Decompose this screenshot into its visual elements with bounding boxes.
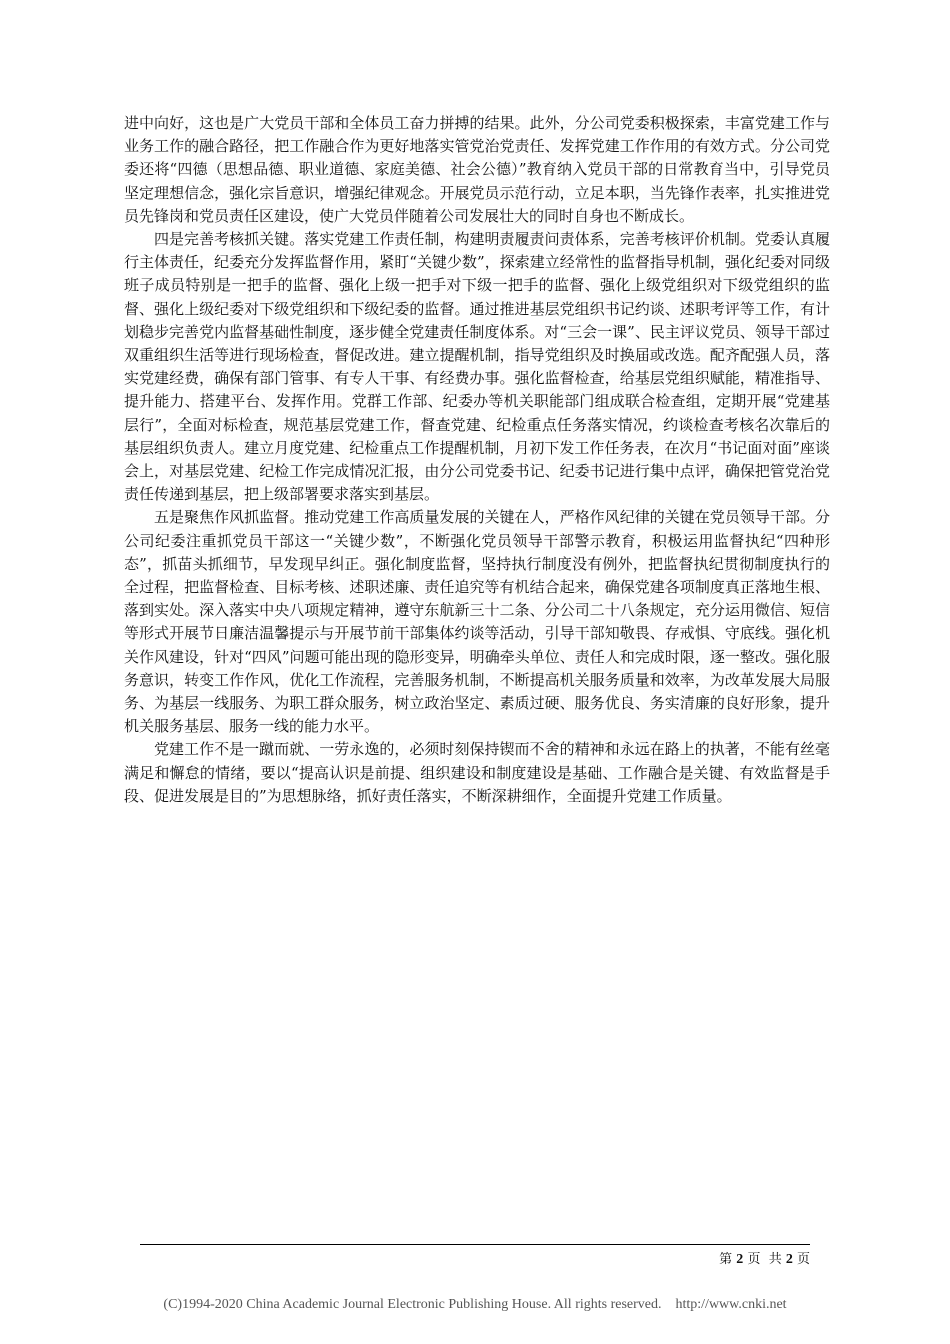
page-suffix: 页 xyxy=(796,1252,810,1267)
body-text xyxy=(124,112,830,808)
footer-divider xyxy=(140,1244,810,1245)
page-prefix: 第 xyxy=(719,1252,733,1267)
copyright-notice: (C)1994-2020 China Academic Journal Electronic Publishing House. All rights reserved. http://www.cnki.net xyxy=(163,1297,787,1312)
paragraph-continuation: 进中向好，这也是广大党员干部和全体员工奋力拼搏的结果。此外，分公司党委积极探索，丰富党建工作与业务工作的融合路径，把工作融合作为更好地落实管党治党责任、发挥党建工作作用的有效方式。分公司党委还将“四德（思想品德、职业道德、家庭美德、社会公德）”教育纳入党员干部的日常教育当中，引导党员坚定理想信念，强化宗旨意识，增强纪律观念。开展党员示范行动，立足本职，当先锋作表率，扎实推进党员先锋岗和党员责任区建设，使广大党员伴随着公司发展壮大的同时自身也不断成长。 xyxy=(124,114,830,225)
paragraph-assessment: 四是完善考核抓关键。落实党建工作责任制，构建明责履责问责体系，完善考核评价机制。党委认真履行主体责任，纪委充分发挥监督作用，紧盯“关键少数”，探索建立经常性的监督指导机制，强化纪委对同级班子成员特别是一把手的监督、强化上级一把手对下级一把手的监督、强化上级党组织对下级党组织的监督、强化上级纪委对下级党组织和下级纪委的监督。通过推进基层党组织书记约谈、述职考评等工作，有计划稳步完善党内监督基础性制度，逐步健全党建责任制度体系。对“三会一课”、民主评议党员、领导干部过双重组织生活等进行现场检查，督促改进。建立提醒机制，指导党组织及时换届或改选。配齐配强人员，落实党建经费，确保有部门管事、有专人干事、有经费办事。强化监督检查，给基层党组织赋能，精准指导、提升能力、搭建平台、发挥作用。党群工作部、纪委办等机关职能部门组成联合检查组，定期开展“党建基层行”，全面对标检查，规范基层党建工作，督查党建、纪检重点任务落实情况，约谈检查考核名次靠后的基层组织负责人。建立月度党建、纪检重点工作提醒机制，月初下发工作任务表，在次月“书记面对面”座谈会上，对基层党建、纪检工作完成情况汇报，由分公司党委书记、纪委书记进行集中点评，确保把管党治党责任传递到基层，把上级部署要求落实到基层。 xyxy=(124,230,830,504)
page-current: 2 xyxy=(736,1252,744,1267)
page-number xyxy=(719,1248,810,1268)
page-mid: 页 共 xyxy=(747,1252,782,1267)
page-total: 2 xyxy=(785,1252,793,1267)
paragraph-conclusion: 党建工作不是一蹴而就、一劳永逸的，必须时刻保持锲而不舍的精神和永远在路上的执著，不能有丝毫满足和懈怠的情绪，要以“提高认识是前提、组织建设和制度建设是基础、工作融合是关键、有效监督是手段、促进发展是目的”为思想脉络，抓好责任落实，不断深耕细作，全面提升党建工作质量。 xyxy=(124,740,830,805)
paragraph-supervision: 五是聚焦作风抓监督。推动党建工作高质量发展的关键在人，严格作风纪律的关键在党员领导干部。分公司纪委注重抓党员干部这一“关键少数”，不断强化党员领导干部警示教育，积极运用监督执纪“四种形态”，抓苗头抓细节，早发现早纠正。强化制度监督，坚持执行制度没有例外，把监督执纪贯彻制度执行的全过程，把监督检查、目标考核、述职述廉、责任追究等有机结合起来，确保党建各项制度真正落地生根、落到实处。深入落实中央八项规定精神，遵守东航新三十二条、分公司二十八条规定，充分运用微信、短信等形式开展节日廉洁温馨提示与开展节前干部集体约谈等活动，引导干部知敬畏、存戒惧、守底线。强化机关作风建设，针对“四风”问题可能出现的隐形变异，明确牵头单位、责任人和完成时限，逐一整改。强化服务意识，转变工作作风，优化工作流程，完善服务机制，不断提高机关服务质量和效率，为改革发展大局服务、为基层一线服务、为职工群众服务，树立政治坚定、素质过硬、服务优良、务实清廉的良好形象，提升机关服务基层、服务一线的能力水平。 xyxy=(124,508,830,736)
